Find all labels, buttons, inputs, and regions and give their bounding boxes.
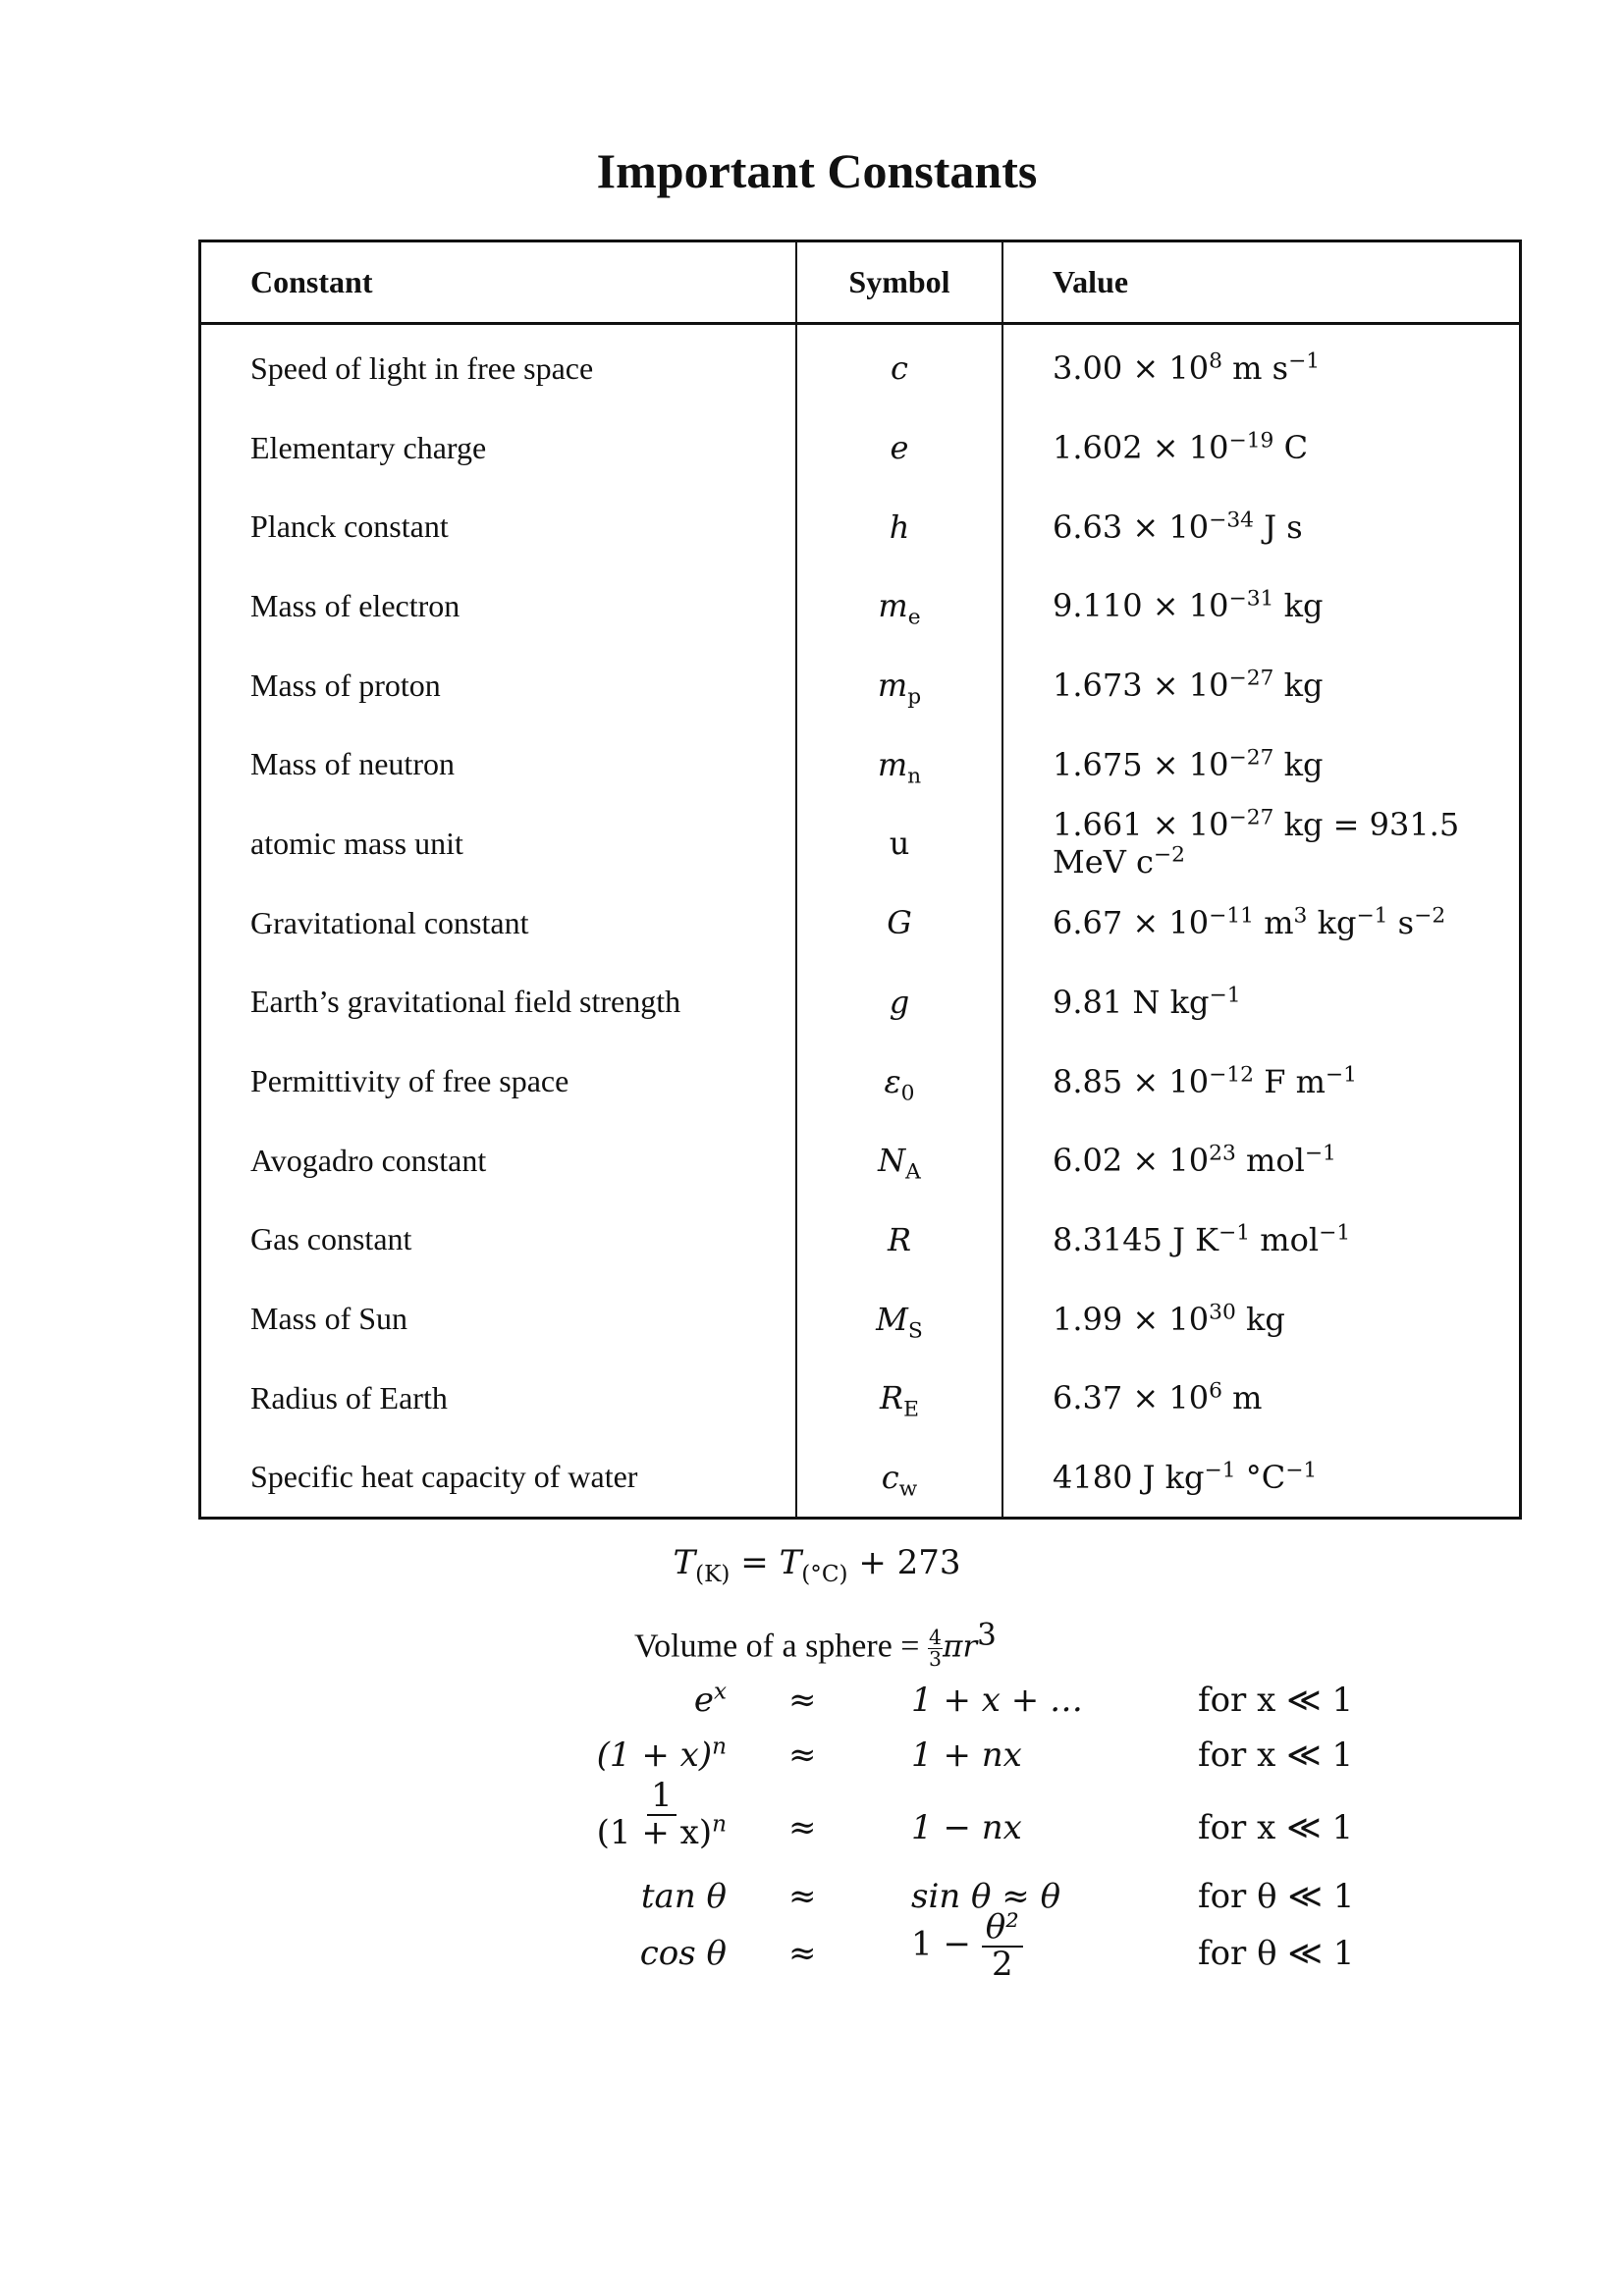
- value-mantissa: 3.00 × 10: [1053, 349, 1210, 388]
- table-row: [200, 487, 1521, 566]
- value-unit: kg: [1307, 904, 1357, 942]
- symbol-base: c: [891, 349, 908, 388]
- value-unit: kg: [1273, 587, 1324, 625]
- value-mantissa: 4180 J kg: [1053, 1458, 1205, 1496]
- value-unit: J s: [1254, 507, 1303, 546]
- eq-rhs-sub: (°C): [801, 1561, 848, 1587]
- constant-name: Permittivity of free space: [200, 1041, 797, 1121]
- eq-equals: =: [730, 1543, 780, 1582]
- rhs-fraction: [982, 1907, 1023, 1984]
- fraction-numerator: 4: [928, 1626, 942, 1649]
- value-exponent: −27: [1228, 805, 1274, 830]
- value-exponent: 6: [1209, 1378, 1222, 1404]
- value-exponent: −31: [1228, 586, 1274, 612]
- value-exponent: −12: [1209, 1061, 1255, 1087]
- constant-name: Mass of neutron: [200, 724, 797, 804]
- value-mantissa: 1.675 × 10: [1053, 745, 1229, 783]
- value-mantissa: 6.63 × 10: [1053, 507, 1210, 546]
- lhs-exp: x: [713, 1679, 727, 1705]
- constant-value: [1002, 1359, 1521, 1438]
- approx-sign: ≈: [788, 1877, 817, 1916]
- rhs-text: 1 − nx: [911, 1808, 1022, 1847]
- symbol-subscript: n: [907, 764, 922, 789]
- rhs-pre: 1 −: [911, 1924, 982, 1964]
- approximation-row: [550, 1776, 1355, 1877]
- value-mantissa: 8.3145 J K: [1053, 1220, 1219, 1258]
- sphere-exp: 3: [977, 1617, 997, 1653]
- symbol-base: M: [876, 1300, 908, 1338]
- approx-lhs: [597, 1735, 727, 1775]
- constant-value: [1002, 963, 1521, 1042]
- symbol-base: R: [887, 1220, 912, 1258]
- sphere-volume-equation: [634, 1617, 997, 1672]
- constant-name: Speed of light in free space: [200, 324, 797, 408]
- value-exponent: −27: [1228, 745, 1274, 771]
- value-unit-exponent: −2: [1153, 842, 1185, 868]
- table-row: [200, 324, 1521, 408]
- table-row: [200, 566, 1521, 646]
- table-row: [200, 408, 1521, 488]
- fraction-numerator: 1: [647, 1779, 677, 1816]
- eq-lhs-symbol: T: [673, 1543, 696, 1582]
- lhs-base: e: [693, 1681, 714, 1720]
- approx-lhs: [641, 1877, 727, 1916]
- constant-symbol: [796, 963, 1002, 1042]
- symbol-base: ε: [884, 1062, 901, 1100]
- symbol-base: N: [878, 1142, 906, 1180]
- value-unit: kg = 931.5 MeV c: [1053, 806, 1460, 881]
- constant-name: Mass of Sun: [200, 1279, 797, 1359]
- constant-symbol: [796, 408, 1002, 488]
- approx-lhs: [694, 1681, 727, 1720]
- approx-rhs: [911, 1907, 1023, 1984]
- approx-condition: for x ≪ 1: [1198, 1681, 1354, 1720]
- lhs-base: cos θ: [639, 1934, 727, 1973]
- constant-symbol: [796, 1121, 1002, 1201]
- value-unit: mol: [1235, 1142, 1305, 1180]
- symbol-base: u: [889, 825, 910, 863]
- sphere-tail: πr: [942, 1629, 978, 1665]
- value-unit: m s: [1221, 349, 1289, 388]
- sphere-fraction: [928, 1628, 943, 1671]
- constant-name: atomic mass unit: [200, 804, 797, 883]
- constant-symbol: [796, 566, 1002, 646]
- symbol-subscript: p: [907, 684, 922, 710]
- value-mantissa: 8.85 × 10: [1053, 1062, 1210, 1100]
- approx-condition: for x ≪ 1: [1198, 1735, 1354, 1775]
- value-mantissa: 9.81 N kg: [1053, 983, 1210, 1021]
- symbol-subscript: E: [903, 1397, 919, 1422]
- constant-value: [1002, 724, 1521, 804]
- approx-sign: ≈: [788, 1934, 817, 1973]
- constant-symbol: [796, 883, 1002, 963]
- constant-name: Planck constant: [200, 487, 797, 566]
- value-mantissa: 1.661 × 10: [1053, 806, 1229, 844]
- symbol-base: e: [890, 429, 909, 467]
- table-row: [200, 883, 1521, 963]
- approx-sign: ≈: [788, 1735, 817, 1775]
- header-symbol: Symbol: [796, 241, 1002, 324]
- fraction-denominator: 2: [991, 1944, 1013, 1984]
- lhs-base: (1 + x): [596, 1735, 713, 1775]
- approx-rhs: [911, 1735, 1022, 1775]
- value-unit: m: [1254, 904, 1294, 942]
- approx-rhs: [911, 1681, 1083, 1720]
- value-exponent: 30: [1209, 1299, 1236, 1324]
- header-value: Value: [1002, 241, 1521, 324]
- rhs-text: sin θ ≈ θ: [911, 1877, 1061, 1916]
- value-unit: kg: [1273, 667, 1324, 705]
- header-constant: Constant: [200, 241, 797, 324]
- table-row: [200, 1201, 1521, 1280]
- symbol-base: c: [881, 1458, 899, 1496]
- value-unit: C: [1273, 429, 1309, 467]
- value-exponent: 8: [1209, 348, 1222, 374]
- lhs-fraction: [596, 1776, 727, 1852]
- constant-symbol: [796, 724, 1002, 804]
- constant-value: [1002, 1201, 1521, 1280]
- eq-rhs-tail: + 273: [847, 1543, 961, 1582]
- value-mantissa: 1.673 × 10: [1053, 667, 1229, 705]
- approximations-list: [550, 1681, 1355, 2002]
- table-row: [200, 804, 1521, 883]
- symbol-base: G: [887, 904, 912, 942]
- den-exp: n: [712, 1811, 727, 1838]
- rhs-text: 1 + x + …: [911, 1681, 1084, 1720]
- value-exponent: −27: [1228, 666, 1274, 691]
- constant-symbol: [796, 1359, 1002, 1438]
- value-mantissa: 6.37 × 10: [1053, 1379, 1210, 1417]
- lhs-exp: n: [712, 1734, 727, 1760]
- value-unit: F m: [1254, 1062, 1326, 1100]
- rhs-text: 1 + nx: [911, 1735, 1022, 1775]
- approximation-row: [550, 1681, 1355, 1735]
- value-unit-exponent: −2: [1414, 903, 1446, 929]
- symbol-base: m: [878, 587, 908, 625]
- approx-sign: ≈: [788, 1808, 817, 1847]
- symbol-subscript: e: [907, 605, 921, 630]
- table-row: [200, 963, 1521, 1042]
- value-unit: kg: [1235, 1300, 1285, 1338]
- symbol-subscript: A: [905, 1159, 921, 1185]
- constant-name: Elementary charge: [200, 408, 797, 488]
- constant-value: [1002, 566, 1521, 646]
- symbol-base: m: [877, 667, 908, 705]
- approx-condition: for θ ≪ 1: [1198, 1877, 1355, 1916]
- constant-symbol: [796, 646, 1002, 725]
- value-unit-exponent: −1: [1304, 1141, 1336, 1166]
- value-unit-exponent: 3: [1293, 903, 1308, 929]
- value-unit: m: [1221, 1379, 1263, 1417]
- constant-value: [1002, 487, 1521, 566]
- constant-value: [1002, 646, 1521, 725]
- constant-symbol: [796, 1041, 1002, 1121]
- value-exponent: −34: [1209, 507, 1255, 533]
- value-exponent: −1: [1209, 983, 1241, 1008]
- table-row: [200, 1359, 1521, 1438]
- symbol-base: m: [877, 745, 908, 783]
- constant-symbol: [796, 324, 1002, 408]
- symbol-base: R: [880, 1379, 904, 1417]
- symbol-base: g: [889, 983, 910, 1021]
- value-exponent: −19: [1228, 428, 1274, 454]
- value-exponent: −11: [1209, 903, 1255, 929]
- symbol-subscript: w: [898, 1476, 918, 1502]
- constant-name: Gas constant: [200, 1201, 797, 1280]
- constant-value: [1002, 408, 1521, 488]
- constant-value: [1002, 804, 1521, 883]
- value-unit: s: [1387, 904, 1415, 942]
- value-mantissa: 6.67 × 10: [1053, 904, 1210, 942]
- value-unit-exponent: −1: [1325, 1061, 1357, 1087]
- fraction-denominator: 3: [928, 1647, 942, 1672]
- eq-lhs-sub: (K): [695, 1561, 731, 1587]
- constant-name: Mass of proton: [200, 646, 797, 725]
- constants-table: [198, 240, 1522, 1520]
- constant-name: Earth’s gravitational field strength: [200, 963, 797, 1042]
- den-base: (1 + x): [596, 1812, 713, 1852]
- constant-name: Gravitational constant: [200, 883, 797, 963]
- value-unit-exponent: −1: [1356, 903, 1388, 929]
- fraction-denominator: [596, 1811, 727, 1852]
- value-unit-exponent: −1: [1285, 1458, 1318, 1483]
- symbol-subscript: 0: [900, 1080, 915, 1105]
- value-exponent: −1: [1204, 1458, 1236, 1483]
- table-row: [200, 1121, 1521, 1201]
- constant-symbol: [796, 1279, 1002, 1359]
- table-row: [200, 724, 1521, 804]
- value-mantissa: 1.99 × 10: [1053, 1300, 1210, 1338]
- lhs-base: tan θ: [640, 1877, 727, 1916]
- approx-lhs: [596, 1776, 727, 1852]
- value-unit: kg: [1273, 745, 1324, 783]
- value-unit: mol: [1250, 1220, 1320, 1258]
- table-row: [200, 646, 1521, 725]
- value-unit-exponent: −1: [1288, 348, 1321, 374]
- eq-rhs-symbol: T: [779, 1543, 802, 1582]
- constant-value: [1002, 1279, 1521, 1359]
- fraction-numerator: θ²: [982, 1910, 1023, 1948]
- approximation-row: [550, 1907, 1355, 2002]
- table-row: [200, 1438, 1521, 1519]
- constant-name: Specific heat capacity of water: [200, 1438, 797, 1519]
- approx-condition: for x ≪ 1: [1198, 1808, 1354, 1847]
- value-unit: °C: [1235, 1458, 1286, 1496]
- constant-symbol: [796, 487, 1002, 566]
- constant-name: Mass of electron: [200, 566, 797, 646]
- symbol-subscript: S: [907, 1317, 923, 1343]
- table-row: [200, 1279, 1521, 1359]
- constant-symbol: [796, 804, 1002, 883]
- value-exponent: 23: [1209, 1141, 1236, 1166]
- value-unit-exponent: −1: [1319, 1220, 1351, 1246]
- page-title: Important Constants: [596, 143, 1038, 198]
- approx-condition: for θ ≪ 1: [1198, 1934, 1355, 1973]
- symbol-base: h: [889, 507, 910, 546]
- constant-symbol: [796, 1201, 1002, 1280]
- constant-value: [1002, 1041, 1521, 1121]
- approx-sign: ≈: [788, 1681, 817, 1720]
- constant-value: [1002, 1438, 1521, 1519]
- constant-name: Avogadro constant: [200, 1121, 797, 1201]
- constant-value: [1002, 883, 1521, 963]
- value-mantissa: 6.02 × 10: [1053, 1142, 1210, 1180]
- table-header-row: [200, 241, 1521, 324]
- value-mantissa: 1.602 × 10: [1053, 429, 1229, 467]
- value-exponent: −1: [1218, 1220, 1251, 1246]
- value-mantissa: 9.110 × 10: [1053, 587, 1229, 625]
- approx-rhs: [911, 1808, 1022, 1847]
- kelvin-equation: [0, 1543, 1624, 1587]
- constant-value: [1002, 324, 1521, 408]
- approx-lhs: [640, 1934, 727, 1973]
- constant-name: Radius of Earth: [200, 1359, 797, 1438]
- table-row: [200, 1041, 1521, 1121]
- sphere-label: Volume of a sphere =: [634, 1628, 928, 1665]
- constant-value: [1002, 1121, 1521, 1201]
- constant-symbol: [796, 1438, 1002, 1519]
